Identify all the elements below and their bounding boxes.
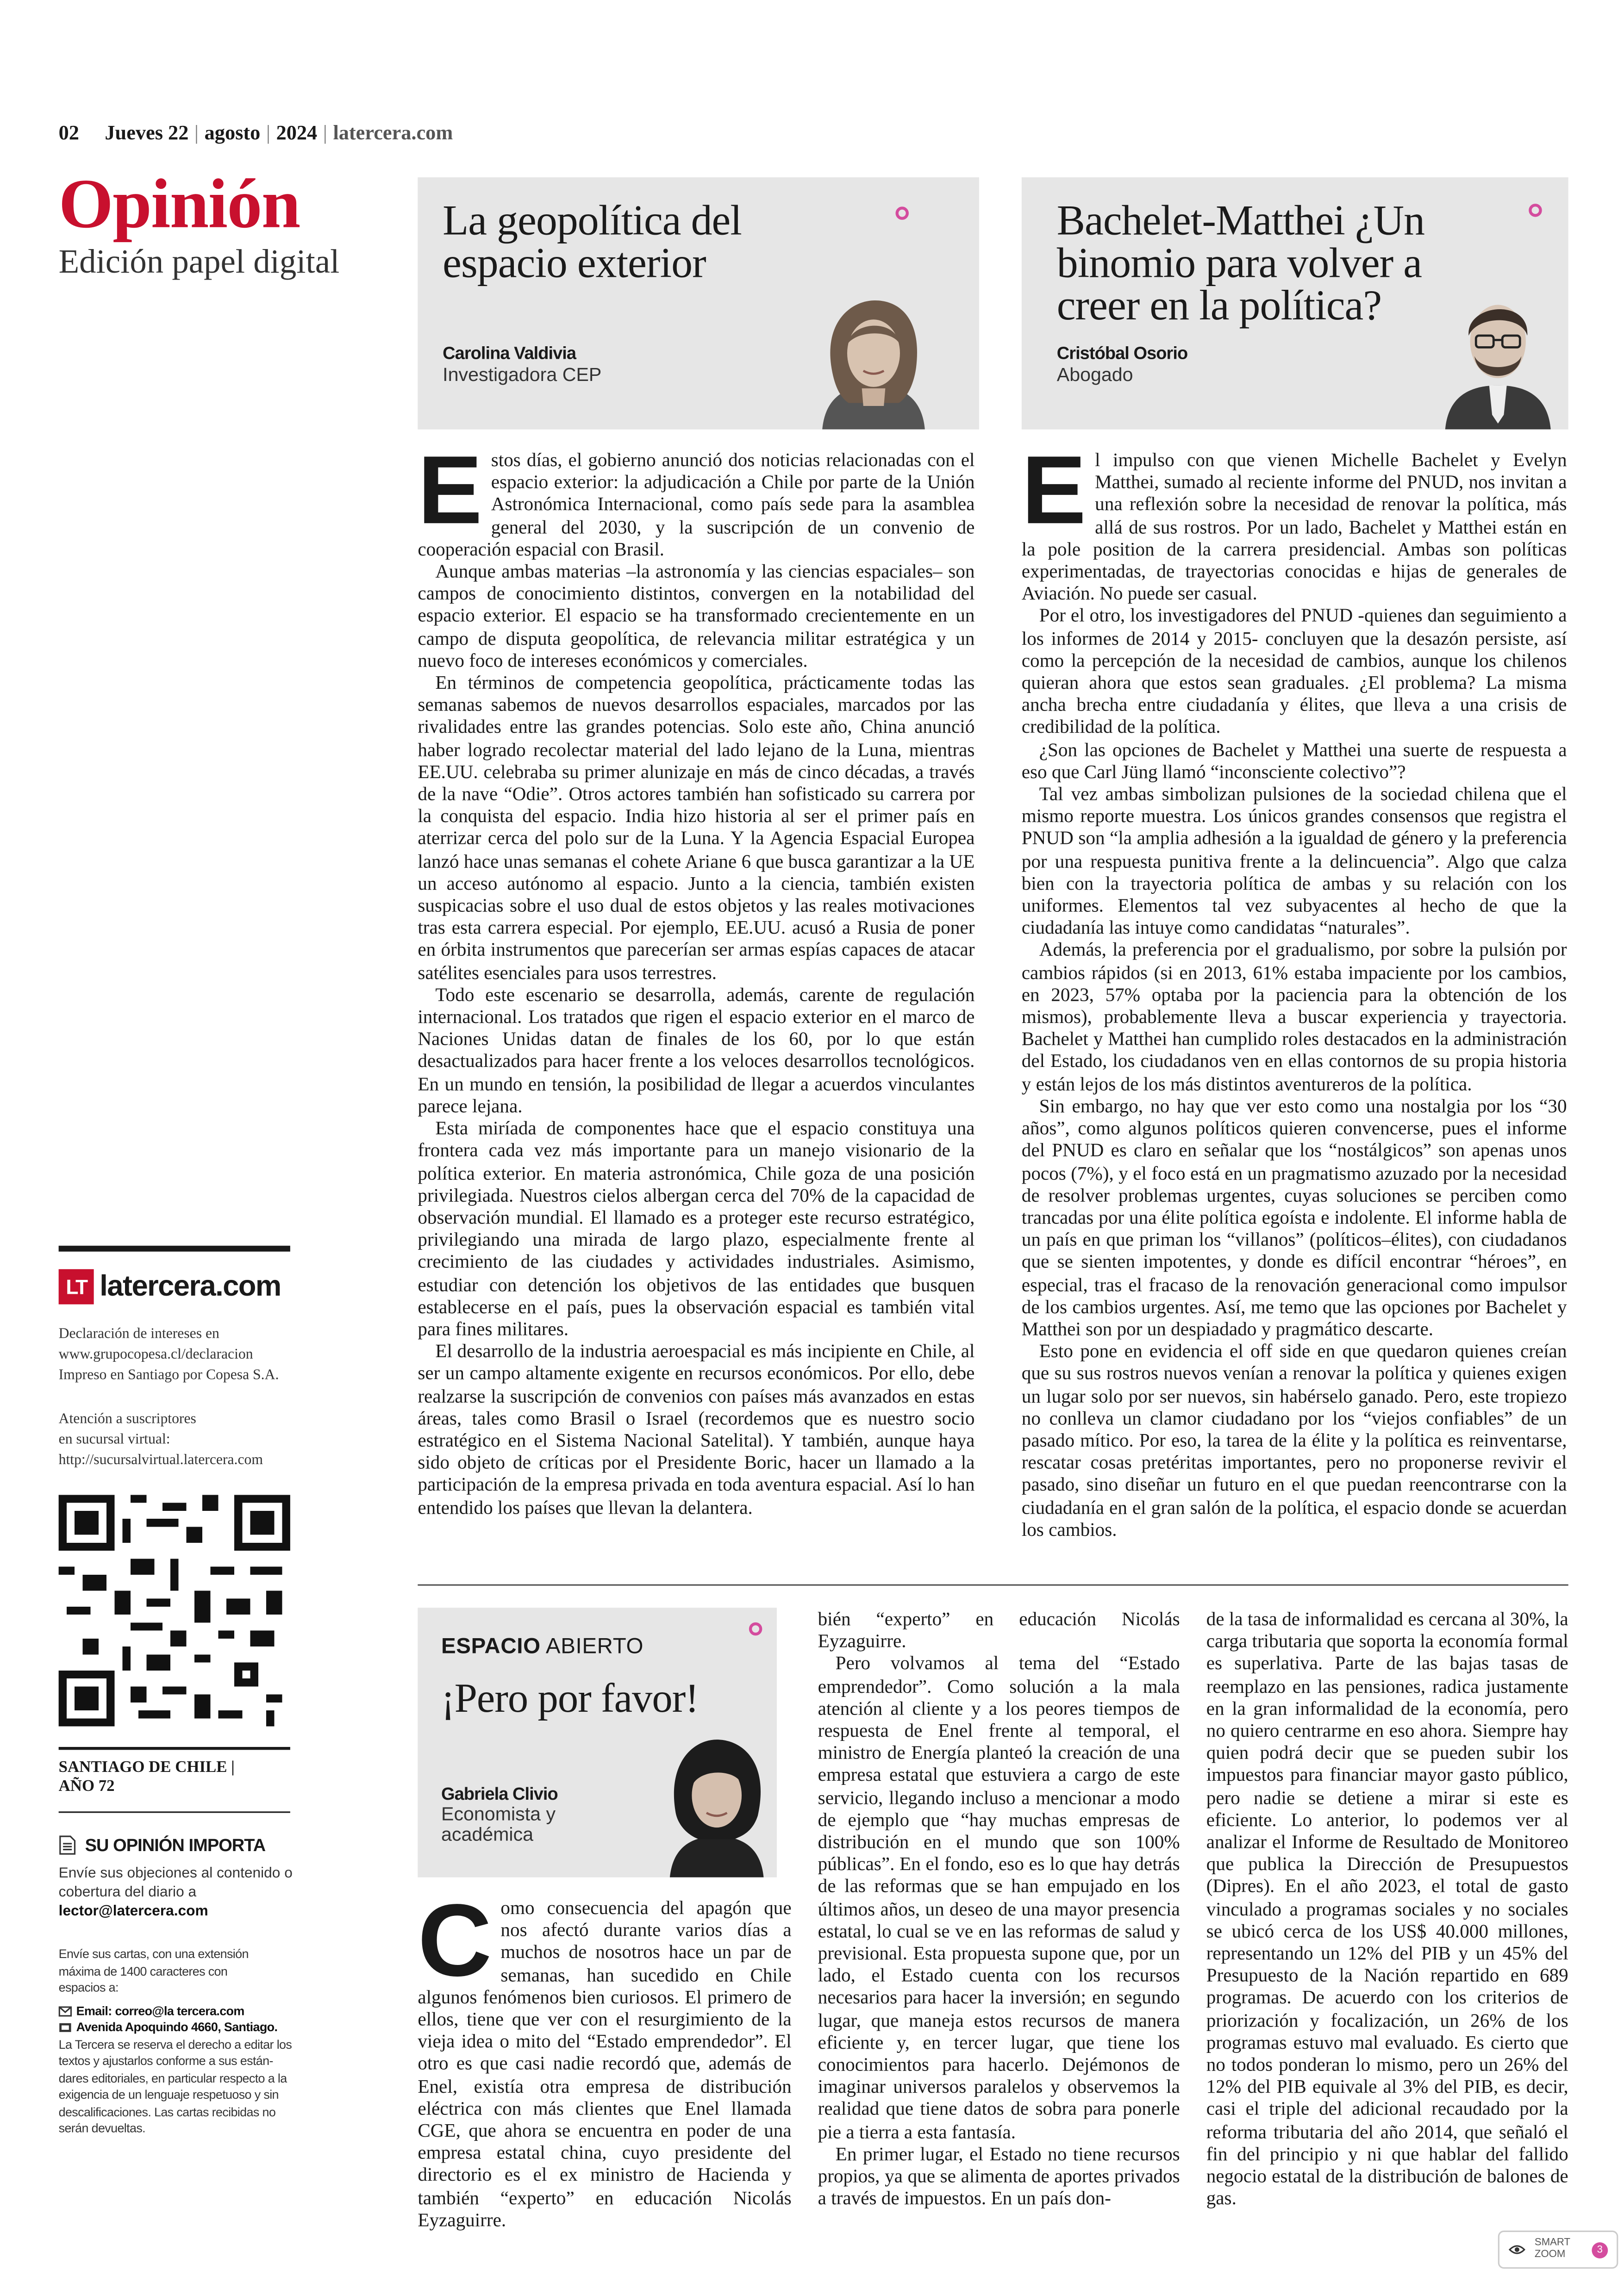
article3-role-line: académica xyxy=(441,1823,534,1846)
city-year xyxy=(59,1759,235,1796)
article3-author: Gabriela Clivio xyxy=(441,1784,558,1804)
letters-notice: textos y ajustarlos conforme a sus están- xyxy=(58,2053,273,2068)
column-label-rest: ABIERTO xyxy=(545,1634,644,1659)
article1-title-line: La geopolítica del xyxy=(443,198,742,245)
page-header: 02 Jueves 22 | agosto | 2024 | latercera.com xyxy=(58,123,453,145)
page-number: 02 xyxy=(58,123,79,145)
subscribers-line: en sucursal virtual: xyxy=(58,1432,170,1448)
qr-code[interactable] xyxy=(59,1495,290,1726)
article1-paragraph: En términos de competencia geopolítica, prácticamente todas las semanas sabemos de nuevos desarrollos espaciales, marcados por las rivalidades entre las grandes potencias. Solo este año, China anunció haber logrado recolectar material del lado lejano de la Luna, mientras EE.UU. celebraba su primer alunizaje en más de cinco décadas, a través de la nave “Odie”. Otros actores también han sofisticado su carrera por la conquista del espacio. India hizo historia al ser el primer país en aterrizar cerca del polo sur de la Luna. Y la Agencia Espacial Europea lanzó hace unas semanas el cohete Ariane 6 que busca garantizar a la UE un acceso autónomo al espacio. Junto a la ciencia, también existen suspicacias sobre el uso dual de estos objetos y las reales motivaciones tras esta carrera especial. Por ejemplo, EE.UU. acusó a Rusia de poner en órbita instrumentos que parecerían ser armas espías capaces de atacar satélites esenciales para usos terrestres. xyxy=(418,671,975,983)
date-year: 2024 xyxy=(276,123,318,145)
letters-notice: La Tercera se reserva el derecho a editar los xyxy=(58,2036,292,2051)
section-title: Opinión xyxy=(58,165,300,243)
su-opinion-heading xyxy=(59,1835,266,1855)
article2-title-line: creer en la política? xyxy=(1056,283,1382,330)
date-day: Jueves 22 xyxy=(105,123,189,145)
bookmark-icon[interactable] xyxy=(895,206,908,219)
article3-header xyxy=(418,1608,777,1877)
subscribers-line: Atención a suscriptores xyxy=(58,1411,196,1428)
letters-line: Envíe sus cartas, con una extensión xyxy=(58,1946,249,1961)
article2-title-line: binomio para volver a xyxy=(1056,240,1422,287)
su-opinion-email[interactable]: lector@latercera.com xyxy=(58,1903,208,1920)
smart-zoom-button[interactable] xyxy=(1498,2231,1618,2269)
letters-email[interactable]: Email: correo@la tercera.com xyxy=(76,2002,244,2018)
mail-icon xyxy=(59,2006,72,2016)
author-photo xyxy=(811,292,937,430)
sidebar-rule xyxy=(59,1747,290,1750)
author-photo xyxy=(661,1731,773,1877)
article2-paragraph: Esto pone en evidencia el off side en que quedaron quienes creían que su sus rostros nuevos venían a renovar la política y quienes exigen un lugar solo por ser nuevos, sin habérselo ganado. Pero, este tropiezo no conlleva un clamor ciudadano por los “viejos confiables” de un pasado mítico. Por eso, la tarea de la élite y la política es reinventarse, rescatar cosas pretéritas importantes, pero no proponerse revivir el pasado, sino diseñar un futuro en el que puedan reencontrarse con la ciudadanía en el gran salón de la política, el espacio donde se acuerdan los cambios. xyxy=(1021,1340,1567,1540)
article2-header xyxy=(1022,177,1568,430)
declaration-block xyxy=(59,1325,308,1386)
article2-body xyxy=(1021,435,1567,1540)
article2-paragraph: Sin embargo, no hay que ver esto como una nostalgia por los “30 años”, como algunos políticos quieren convencerse, pues el informe del PNUD es claro en señalar que los “nostálgicos” son apenas unos pocos (7%), y el foco está en un pragmatismo azuzado por la necesidad de resolver problemas urgentes, cuyas soluciones se perciben como trancadas por una élite política egoísta e indolente. El informe habla de un país en que priman los “villanos” (políticos–élites), con ciudadanos que se sienten impotentes, y donde es difícil encontrar “héroes”, en especial, tras el fracaso de la renovación generacional como impulsor de los cambios urgentes. Así, me temo que las opciones por Bachelet y Matthei son por un despiadado y pragmático descarte. xyxy=(1021,1094,1567,1340)
dropcap: C xyxy=(418,1883,492,1998)
bookmark-icon[interactable] xyxy=(749,1622,762,1635)
author-photo xyxy=(1439,280,1556,430)
su-opinion-title: SU OPINIÓN IMPORTA xyxy=(85,1834,266,1856)
sidebar-rule xyxy=(59,1811,290,1813)
section-divider xyxy=(418,1584,1568,1586)
latercera-logo[interactable] xyxy=(59,1269,281,1304)
letters-notice: descalificaciones. Las cartas recibidas no xyxy=(58,2103,276,2119)
declaration-link[interactable]: www.grupocopesa.cl/declaracion xyxy=(58,1347,253,1363)
dropcap: E xyxy=(418,435,482,544)
zoom-label: SMART xyxy=(1534,2238,1571,2248)
letters-address: Avenida Apoquindo 4660, Santiago. xyxy=(76,2019,278,2034)
lt-logo-box: LT xyxy=(59,1269,94,1304)
subscribers-block xyxy=(59,1410,308,1472)
lt-logo-text: latercera.com xyxy=(100,1270,281,1303)
subscribers-link[interactable]: http://sucursalvirtual.latercera.com xyxy=(58,1452,263,1469)
sidebar-rule xyxy=(59,1246,290,1252)
zoom-badge: 3 xyxy=(1592,2242,1608,2258)
letters-notice: dares editoriales, en particular respecto a la xyxy=(58,2070,287,2085)
city-label: SANTIAGO DE CHILE | xyxy=(58,1759,235,1777)
eye-icon xyxy=(1508,2244,1526,2255)
declaration-line: Impreso en Santiago por Copesa S.A. xyxy=(58,1367,279,1384)
article1-paragraph: Aunque ambas materias –la astronomía y las ciencias espaciales– son campos de conocimiento distintos, convergen en la notabilidad del espacio exterior. El espacio se ha transformado crecientemente en un campo de disputa geopolítica, de relevancia militar estratégica y un nuevo foco de intereses económicos y comerciales. xyxy=(418,560,975,671)
article3-paragraph: En primer lugar, el Estado no tiene recursos propios, ya que se alimenta de aportes privados a través de impuestos. En un país don- xyxy=(818,2142,1180,2209)
article3-column-3 xyxy=(1206,1608,1568,2209)
su-opinion-line: cobertura del diario a xyxy=(58,1884,197,1901)
article1-header xyxy=(418,177,979,430)
article3-role-line: Economista y xyxy=(441,1802,556,1825)
article2-title-line: Bachelet-Matthei ¿Un xyxy=(1056,198,1425,245)
site-link[interactable]: latercera.com xyxy=(333,123,453,145)
article3-paragraph: Pero volvamos al tema del “Estado emprendedor”. Como solución a la mala atención al cliente y a los peores tiempos de respuesta de Enel frente al temporal, el ministro de Energía planteó la creación de una empresa estatal que estuviera a cargo de este servicio, llegando incluso a mencionar a modo de ejemplo que “hay muchas empresas de distribución en el mundo que son 100% públicas”. En el fondo, eso es lo que hay detrás de las reformas que se han empujado en los últimos años, un deseo de una mayor presencia estatal, lo cual se ve en las reformas de salud y previsional. Esta propuesta supone que, por un lado, el Estado cuenta con los recursos necesarios para hacer la inversión; en segundo lugar, que maneja estos recursos de manera eficiente y, en tercer lugar, que tiene los conocimientos para hacerlo. Dejémonos de imaginar universos paralelos y observemos la realidad que tiene datos de sobra para ponerle pie a tierra a esta fantasía. xyxy=(818,1652,1180,2142)
article3-paragraph: bién “experto” en educación Nicolás Eyzaguirre. xyxy=(818,1608,1180,1652)
article2-author: Cristóbal Osorio xyxy=(1056,343,1188,364)
address-icon xyxy=(59,2023,72,2033)
document-icon xyxy=(59,1835,76,1855)
article1-paragraph: Esta miríada de componentes hace que el espacio constituya una frontera cada vez más importante para un manejo visionario de la política exterior. En materia astronómica, Chile goza de una posición privilegiada. Nuestros cielos albergan cerca del 70% de la capacidad de observación mundial. El llamado es a proteger este recurso estratégico, privilegiando una mirada de largo plazo, especialmente frente al crecimiento de las ciudades y actividades industriales. Asimismo, estudiar con detención los objetivos de las entidades que busquen establecerse en el país, pues la observación espacial es también vital para fines militares. xyxy=(418,1116,975,1340)
article3-paragraph: de la tasa de informalidad es cercana al 30%, la carga tributaria que soporta la economía formal es superlativa. Parte de las bajas tasas de reemplazo en las pensiones, radica justamente en la gran informalidad de la economía, pero no quiero centrarme en eso ahora. Siempre hay quien podrá decir que se pueden subir los impuestos para financiar mayor gasto público, pero nadie se detiene a mirar si este es eficiente. Lo anterior, lo podemos ver al analizar el Informe de Resultado de Monitoreo que publica la Dirección de Presupuestos (Dipres). En el año 2023, el total de gasto vinculado a programas sociales y no sociales se ubicó cerca de los US$ 40.000 millones, representando un 12% del PIB y un 45% del Presupuesto de la Nación repartido en 689 programas. De acuerdo con los criterios de priorización y focalización, un 26% de los programas estuvo mal evaluado. Es cierto que no todos ponderan lo mismo, pero un 26% del 12% del PIB equivale al 3% del PIB, es decir, casi el triple del adicional recaudado por la reforma tributaria del año 2014, que señaló el fin del principio y ni que hablar del fallido negocio estatal de la distribución de balones de gas. xyxy=(1206,1608,1568,2209)
article1-author: Carolina Valdivia xyxy=(443,343,576,364)
article2-paragraph: ¿Son las opciones de Bachelet y Matthei una suerte de respuesta a eso que Carl Jüng llamó “inconsciente colectivo”? xyxy=(1021,738,1567,783)
article2-paragraph: l impulso con que vienen Michelle Bachelet y Evelyn Matthei, sumado al reciente informe del PNUD, nos invitan a una reflexión sobre la necesidad de renovar la política, más allá de sus rostros. Por un lado, Bachelet y Matthei están en la pole position de la carrera presidencial. Ambas son políticas experimentadas, de trayectorias conocidas e hijas de generales de Aviación. No puede ser casual. xyxy=(1021,448,1567,605)
letters-line: espacios a: xyxy=(58,1980,119,1995)
su-opinion-text xyxy=(59,1864,308,1921)
letters-notice: exigencia de un lenguaje respetuoso y sin xyxy=(58,2087,279,2102)
letters-line: máxima de 1400 caracteres con xyxy=(58,1963,228,1978)
article2-role: Abogado xyxy=(1056,363,1133,386)
section-subtitle: Edición papel digital xyxy=(58,243,340,280)
article3-title: ¡Pero por favor! xyxy=(441,1677,699,1722)
article1-paragraph: Todo este escenario se desarrolla, además, carente de regulación internacional. Los tratados que rigen el espacio exterior en el marco de Naciones Unidas datan de finales de los 60, por lo que están desactualizados para hacer frente a los veloces desarrollos tecnológicos. En un mundo en tensión, la posibilidad de llegar a acuerdos vinculantes parece lejana. xyxy=(418,983,975,1117)
declaration-line: Declaración de intereses en xyxy=(58,1326,219,1343)
letters-notice: serán devueltas. xyxy=(58,2120,146,2136)
su-opinion-line: Envíe sus objeciones al contenido o xyxy=(58,1865,293,1882)
article1-body xyxy=(418,435,975,1518)
article1-title-line: espacio exterior xyxy=(443,240,706,287)
zoom-label: ZOOM xyxy=(1534,2249,1566,2260)
dropcap: E xyxy=(1021,435,1087,544)
column-label-bold: ESPACIO xyxy=(441,1634,541,1659)
article1-role: Investigadora CEP xyxy=(443,363,602,386)
article3-column-1 xyxy=(418,1883,792,2231)
date-month: agosto xyxy=(204,123,261,145)
article2-paragraph: Tal vez ambas simbolizan pulsiones de la sociedad chilena que el mismo reporte muestra. Los únicos grandes consensos que registra el PNUD son “la amplia adhesión a la igualdad de género y la preferencia por una respuesta punitiva frente a la delincuencia”. Algo que calza bien con la trayectoria política de ambas y su relación con los uniformes. Elementos tal vez subyacentes al hecho de que la ciudadanía las intuye como candidatas “naturales”. xyxy=(1021,782,1567,939)
bookmark-icon[interactable] xyxy=(1529,204,1542,217)
year-label: AÑO 72 xyxy=(58,1777,115,1796)
article3-column-2 xyxy=(818,1608,1180,2209)
letters-block xyxy=(59,1946,300,2138)
article1-paragraph: stos días, el gobierno anunció dos noticias relacionadas con el espacio exterior: la adjudicación a Chile por parte de la Unión Astronómica Internacional, como país sede para la asamblea general del 2030, y la suscripción de un convenio de cooperación espacial con Brasil. xyxy=(418,448,975,560)
article3-paragraph: omo consecuencia del apagón que nos afectó durante varios días a muchos de nosotros hace un par de semanas, han sucedido en Chile algunos fenómenos bien curiosos. El primero de ellos, tiene que ver con el resurgimiento de la vieja idea o mito del “Estado emprendedor”. El otro es que casi nadie recordó que, además de Enel, existía otra empresa de distribución eléctrica con más clientes que Enel llamada CGE, que ahora se encuentra en poder de una empresa estatal china, cuyo presidente del directorio es el ex ministro de Hacienda y también “experto” en educación Nicolás Eyzaguirre. xyxy=(418,1896,792,2231)
article2-paragraph: Además, la preferencia por el gradualismo, por sobre la pulsión por cambios rápidos (si en 2013, 61% estaba impaciente por los cambios, en 2023, 57% optaba por la paciencia para la obtención de los mismos), probablemente lleva a buscar experiencia y trayectoria. Bachelet y Matthei han cumplido roles destacados en la administración del Estado, los ciudadanos ven en ellas contornos de su propia historia y están lejos de los más distintos aventureros de la política. xyxy=(1021,938,1567,1095)
article2-paragraph: Por el otro, los investigadores del PNUD -quienes dan seguimiento a los informes de 2014 y 2015- concluyen que la desazón persiste, así como la percepción de la necesidad de cambios, aunque los chilenos quieran ahora que estos sean graduales. ¿El problema? La misma ancha brecha entre ciudadanía y élites, que lleva a una crisis de credibilidad de la política. xyxy=(1021,604,1567,738)
article1-paragraph: El desarrollo de la industria aeroespacial es más incipiente en Chile, al ser un campo altamente exigente en recursos económicos. Por ello, debe realzarse la suscripción de convenios con países más avanzados en estas áreas, tales como Brasil o Israel (recordemos que es nuestro socio estratégico en el Sistema Nacional Satelital). Y también, aunque haya sido objeto de críticas por el Presidente Boric, hacer un llamado a la participación de la empresa privada en toda aventura espacial. Así lo han entendido los países que llevan la delantera. xyxy=(418,1340,975,1518)
